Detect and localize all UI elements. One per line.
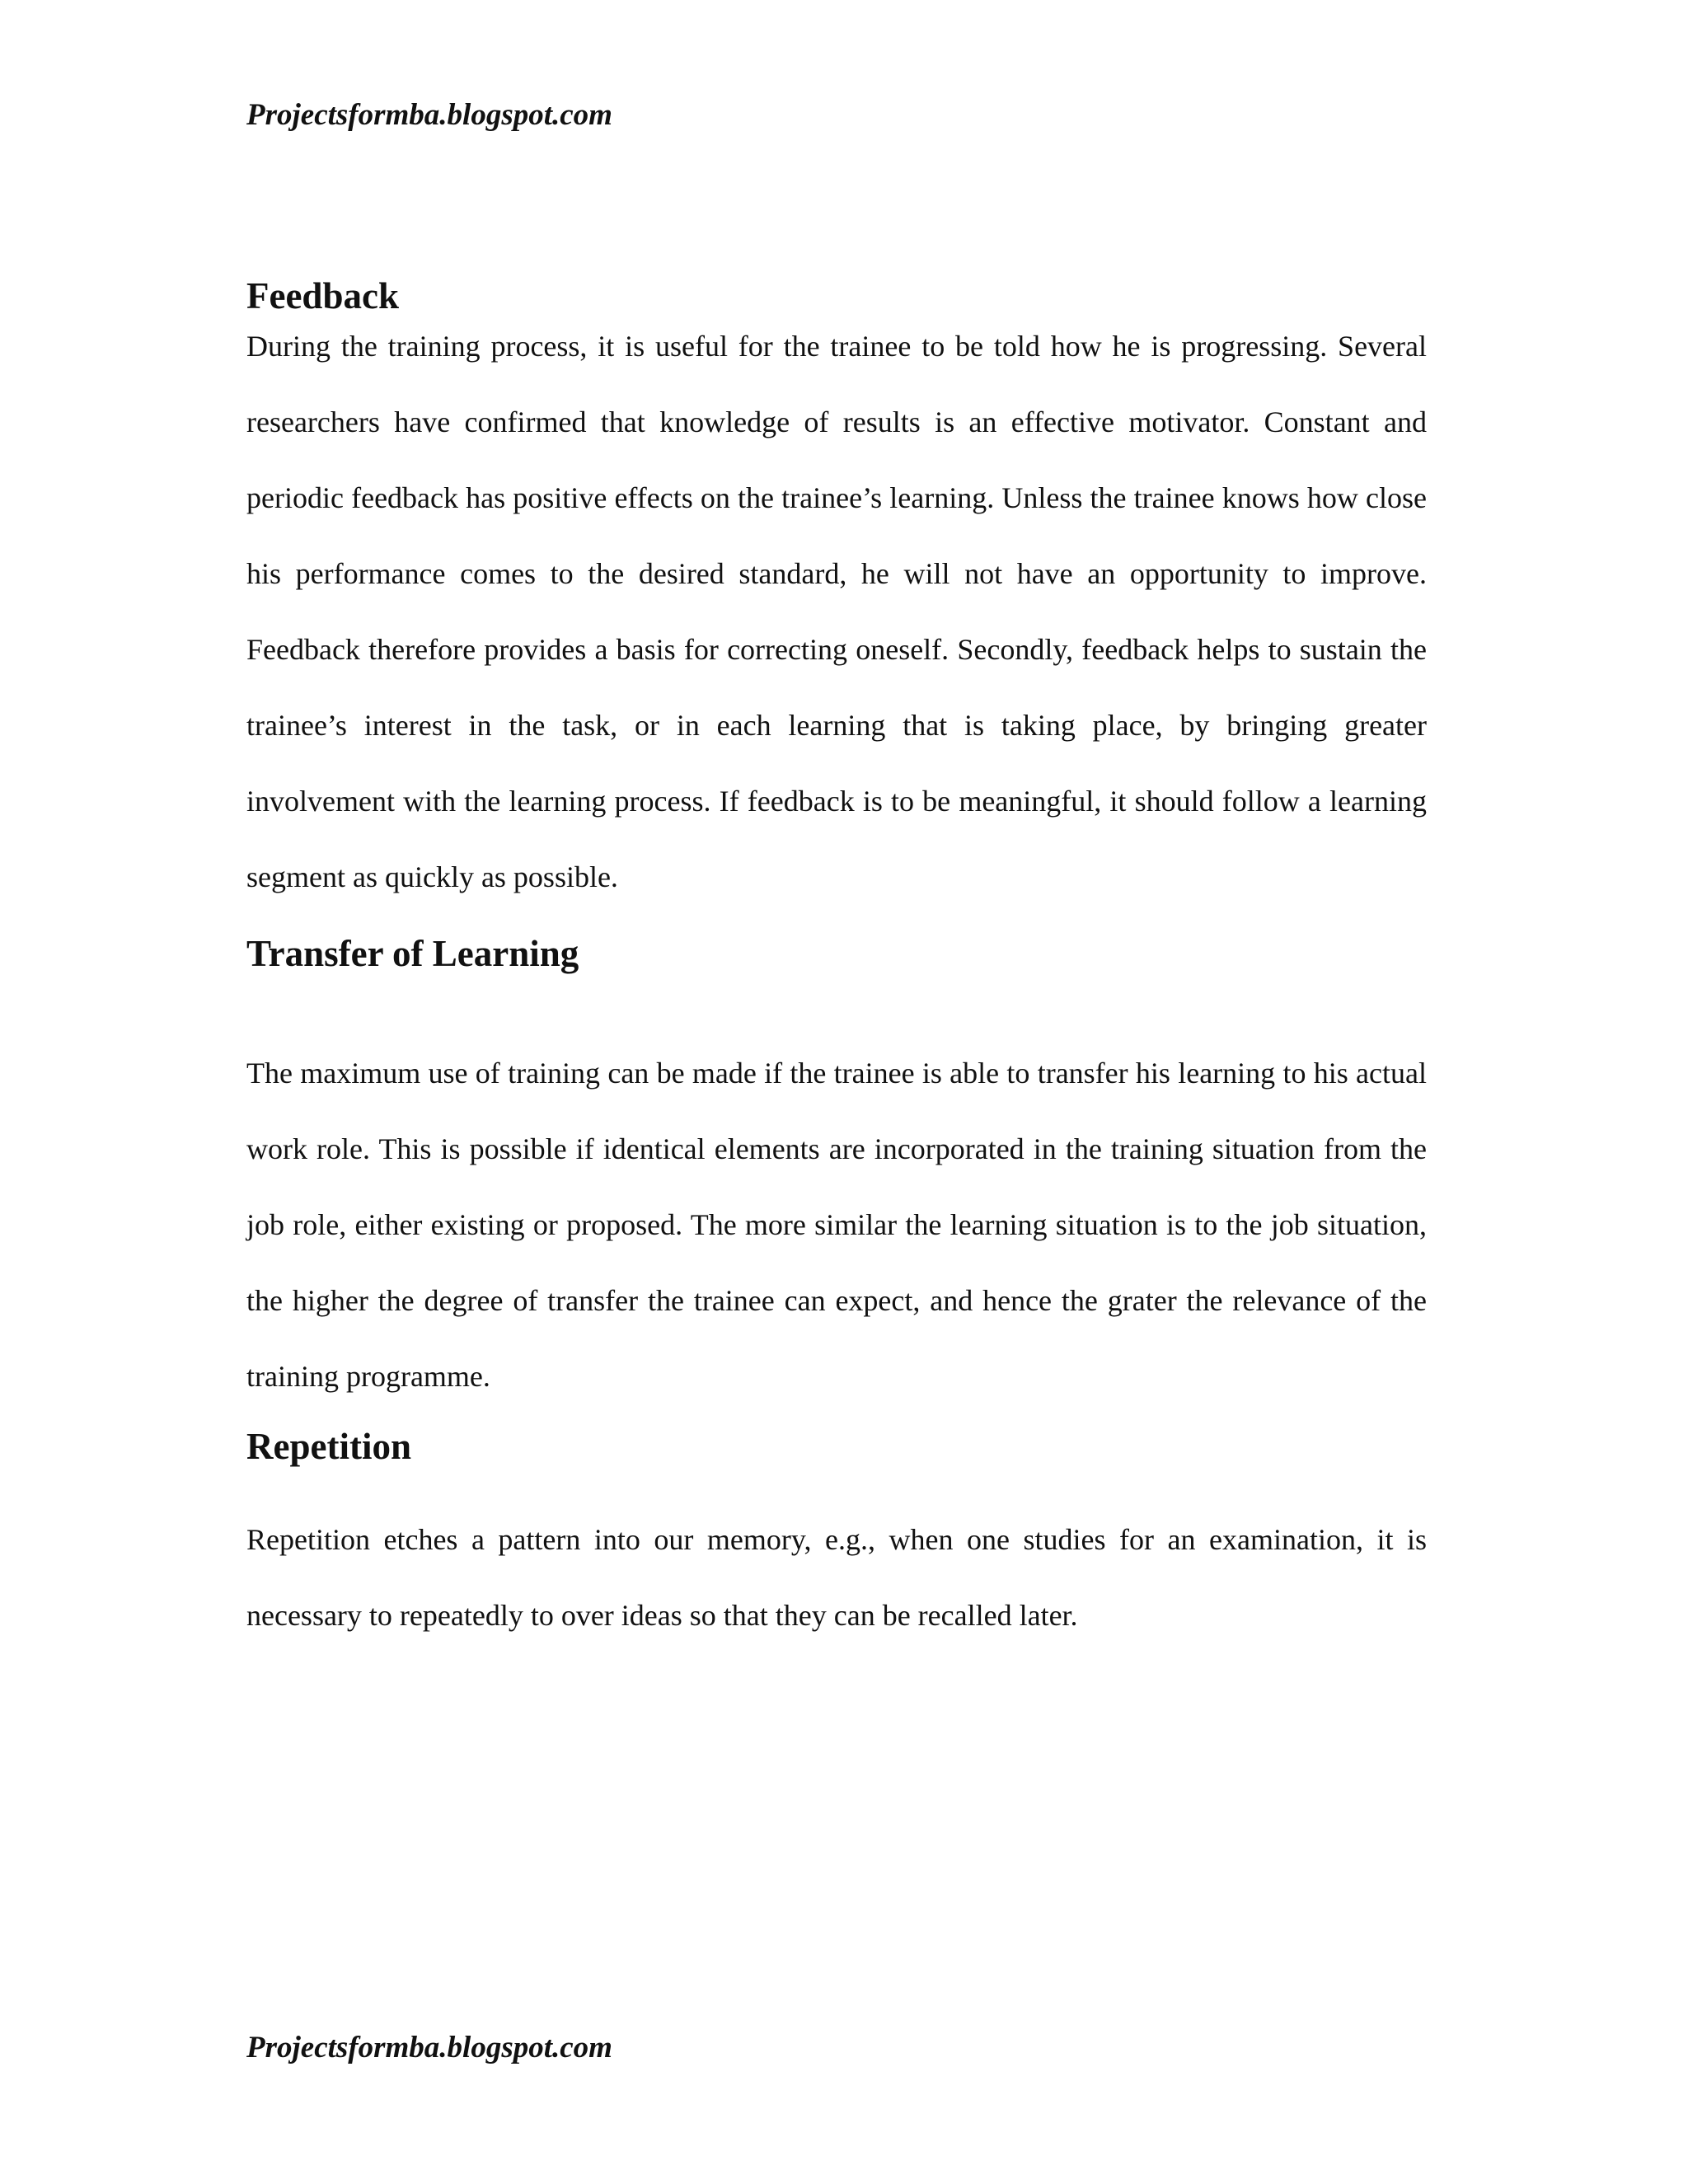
page-header: Projectsformba.blogspot.com [246,98,612,132]
page-content [246,272,1427,1653]
page-footer: Projectsformba.blogspot.com [246,2031,612,2064]
section-heading-transfer-of-learning: Transfer of Learning [246,933,579,974]
section-body-feedback: During the training process, it is useful for the trainee to be told how he is progressing. Several researchers have confirmed that knowledge of results is an effective motivator. Constant and periodic feedback has positive effects on the trainee’s learning. Unless the trainee knows how close his performance comes to the desired standard, he will not have an opportunity to improve. Feedback therefore provides a basis for correcting oneself. Secondly, feedback helps to sustain the trainee’s interest in the task, or in each learning that is taking place, by bringing greater involvement with the learning process. If feedback is to be meaningful, it should follow a learning segment as quickly as possible. [246,330,1427,893]
section-heading-repetition: Repetition [246,1426,411,1467]
section-body-transfer-of-learning: The maximum use of training can be made if the trainee is able to transfer his learning to his actual work role. This is possible if identical elements are incorporated in the training situation from the job role, either existing or proposed. The more similar the learning situation is to the job situation, the higher the degree of transfer the trainee can expect, and hence the grater the relevance of the training programme. [246,1057,1427,1393]
section-body-repetition: Repetition etches a pattern into our memory, e.g., when one studies for an examination, it is necessary to repeatedly to over ideas so that they can be recalled later. [246,1523,1427,1632]
section-heading-feedback: Feedback [246,275,399,316]
